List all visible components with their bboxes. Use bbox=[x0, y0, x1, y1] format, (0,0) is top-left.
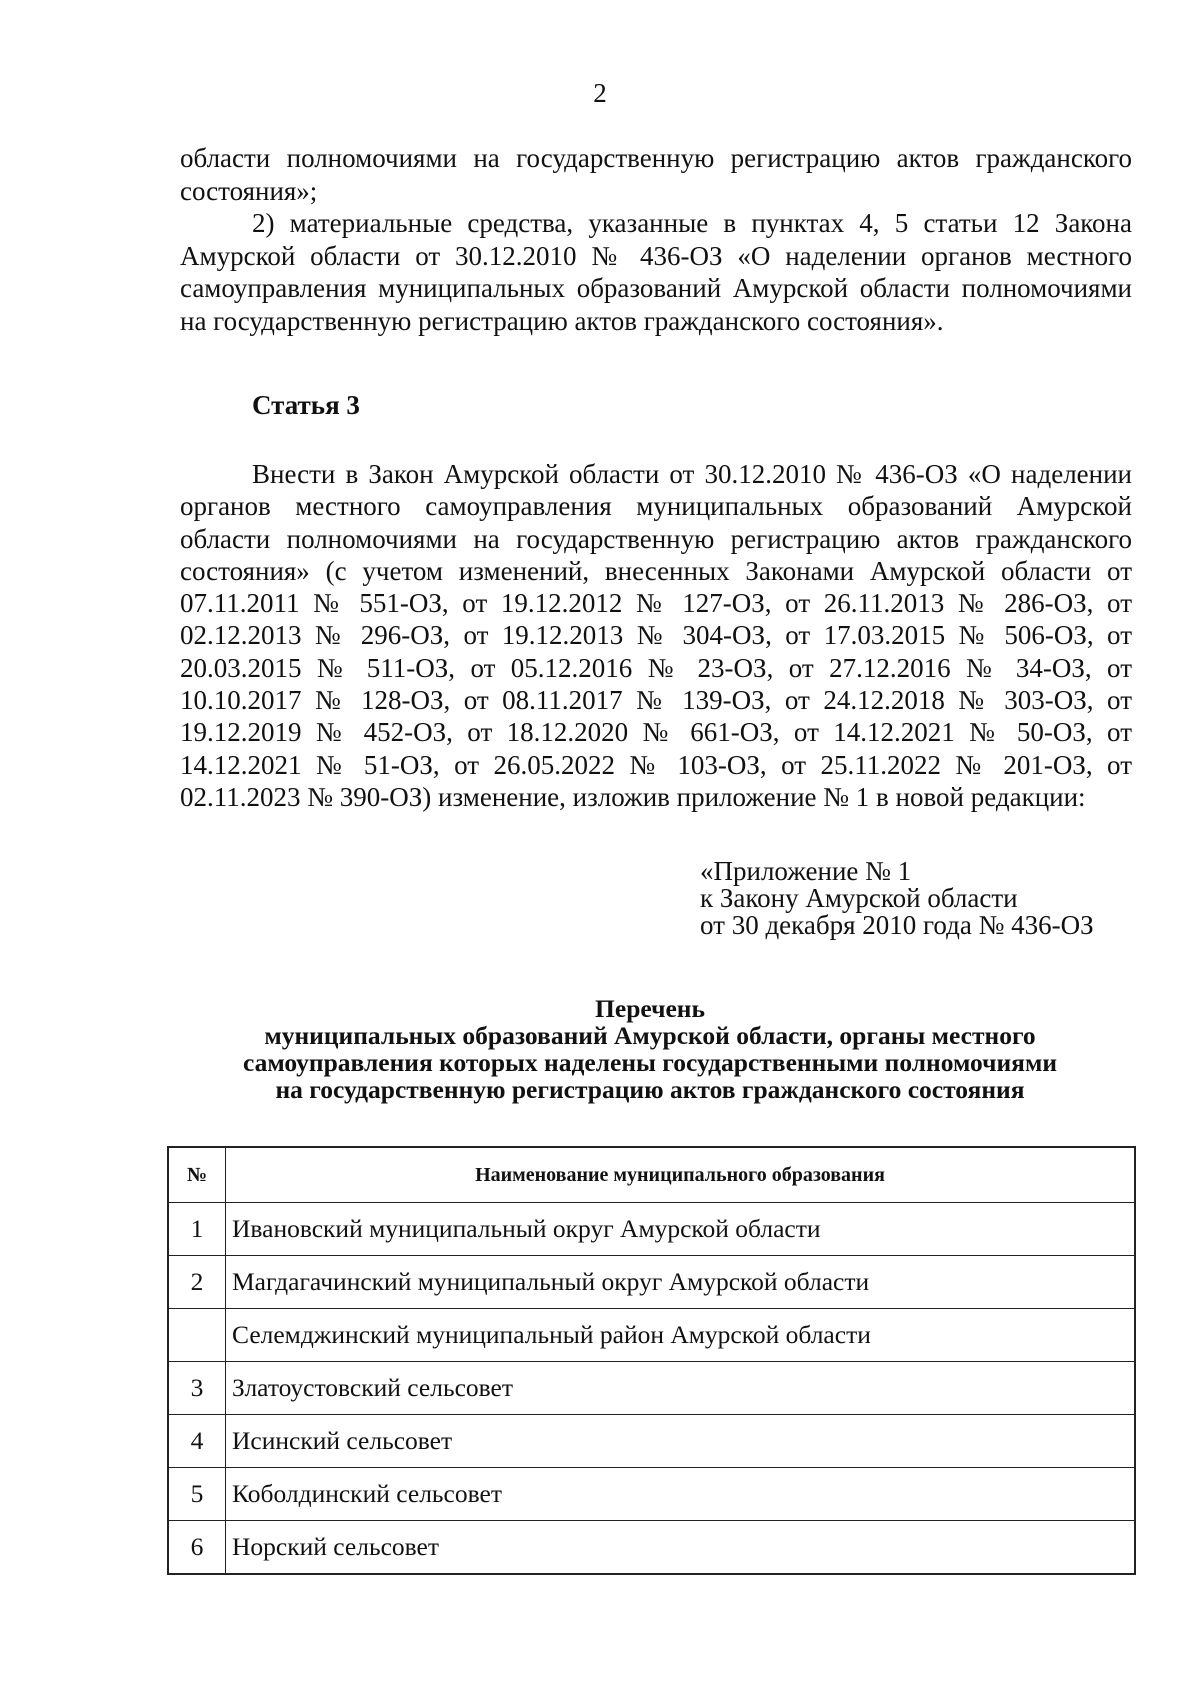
appendix-line-1: «Приложение № 1 bbox=[700, 856, 912, 886]
row-name: Ивановский муниципальный округ Амурской области bbox=[226, 1203, 1136, 1256]
row-number: 6 bbox=[168, 1521, 226, 1575]
table-row bbox=[168, 1468, 1135, 1521]
paragraph-material-means: 2) материальные средства, указанные в пунктах 4, 5 статьи 12 Закона Амурской области от 30.12.2010 № 436-ОЗ «О наделении органов местного самоуправления муниципальных образований Амурской области полномочиями на государственную регистрацию актов гражданского состояния». bbox=[180, 208, 1132, 336]
list-title-line-1: Перечень bbox=[595, 994, 705, 1023]
column-header-number: № bbox=[168, 1147, 226, 1203]
row-number: 2 bbox=[168, 1256, 226, 1309]
list-title-line-2: муниципальных образований Амурской области, органы местного bbox=[264, 1021, 1036, 1050]
article-3-heading: Статья 3 bbox=[252, 390, 360, 420]
table-row bbox=[168, 1362, 1135, 1415]
row-name: Златоустовский сельсовет bbox=[226, 1362, 1136, 1415]
page-number: 2 bbox=[593, 78, 607, 108]
table-row bbox=[168, 1415, 1135, 1468]
table-header-row bbox=[168, 1147, 1135, 1203]
table-row bbox=[168, 1256, 1135, 1309]
row-name: Коболдинский сельсовет bbox=[226, 1468, 1136, 1521]
table-row bbox=[168, 1309, 1135, 1362]
table-row bbox=[168, 1203, 1135, 1256]
column-header-name: Наименование муниципального образования bbox=[226, 1147, 1136, 1203]
row-number: 3 bbox=[168, 1362, 226, 1415]
appendix-line-3: от 30 декабря 2010 года № 436-ОЗ bbox=[700, 910, 1094, 940]
row-name: Селемджинский муниципальный район Амурской области bbox=[226, 1309, 1136, 1362]
row-number: 1 bbox=[168, 1203, 226, 1256]
row-number bbox=[168, 1309, 226, 1362]
paragraph-continuation: области полномочиями на государственную регистрацию актов гражданского состояния»; bbox=[180, 143, 1132, 206]
row-number: 4 bbox=[168, 1415, 226, 1468]
appendix-reference bbox=[700, 858, 1094, 939]
list-title-line-3: самоуправления которых наделены государственными полномочиями bbox=[242, 1048, 1058, 1077]
appendix-line-2: к Закону Амурской области bbox=[700, 883, 1018, 913]
row-name: Магдагачинский муниципальный округ Амурской области bbox=[226, 1256, 1136, 1309]
list-title-line-4: на государственную регистрацию актов гражданского состояния bbox=[275, 1075, 1025, 1104]
row-name: Исинский сельсовет bbox=[226, 1415, 1136, 1468]
municipal-entities-table bbox=[167, 1146, 1136, 1575]
table-row bbox=[168, 1521, 1135, 1575]
list-title bbox=[150, 995, 1150, 1103]
row-number: 5 bbox=[168, 1468, 226, 1521]
paragraph-amendment: Внести в Закон Амурской области от 30.12.2010 № 436-ОЗ «О наделении органов местного самоуправления муниципальных образований Амурской области полномочиями на государственную регистрацию актов гражданского состояния» (с учетом изменений, внесенных Законами Амурской области от 07.11.2011 № 551-ОЗ, от 19.12.2012 № 127-ОЗ, от 26.11.2013 № 286-ОЗ, от 02.12.2013 № 296-ОЗ, от 19.12.2013 № 304-ОЗ, от 17.03.2015 № 506-ОЗ, от 20.03.2015 № 511-ОЗ, от 05.12.2016 № 23-ОЗ, от 27.12.2016 № 34-ОЗ, от 10.10.2017 № 128-ОЗ, от 08.11.2017 № 139-ОЗ, от 24.12.2018 № 303-ОЗ, от 19.12.2019 № 452-ОЗ, от 18.12.2020 № 661-ОЗ, от 14.12.2021 № 50-ОЗ, от 14.12.2021 № 51-ОЗ, от 26.05.2022 № 103-ОЗ, от 25.11.2022 № 201-ОЗ, от 02.11.2023 № 390-ОЗ) изменение, изложив приложение № 1 в новой редакции: bbox=[180, 459, 1132, 812]
row-name: Норский сельсовет bbox=[226, 1521, 1136, 1575]
